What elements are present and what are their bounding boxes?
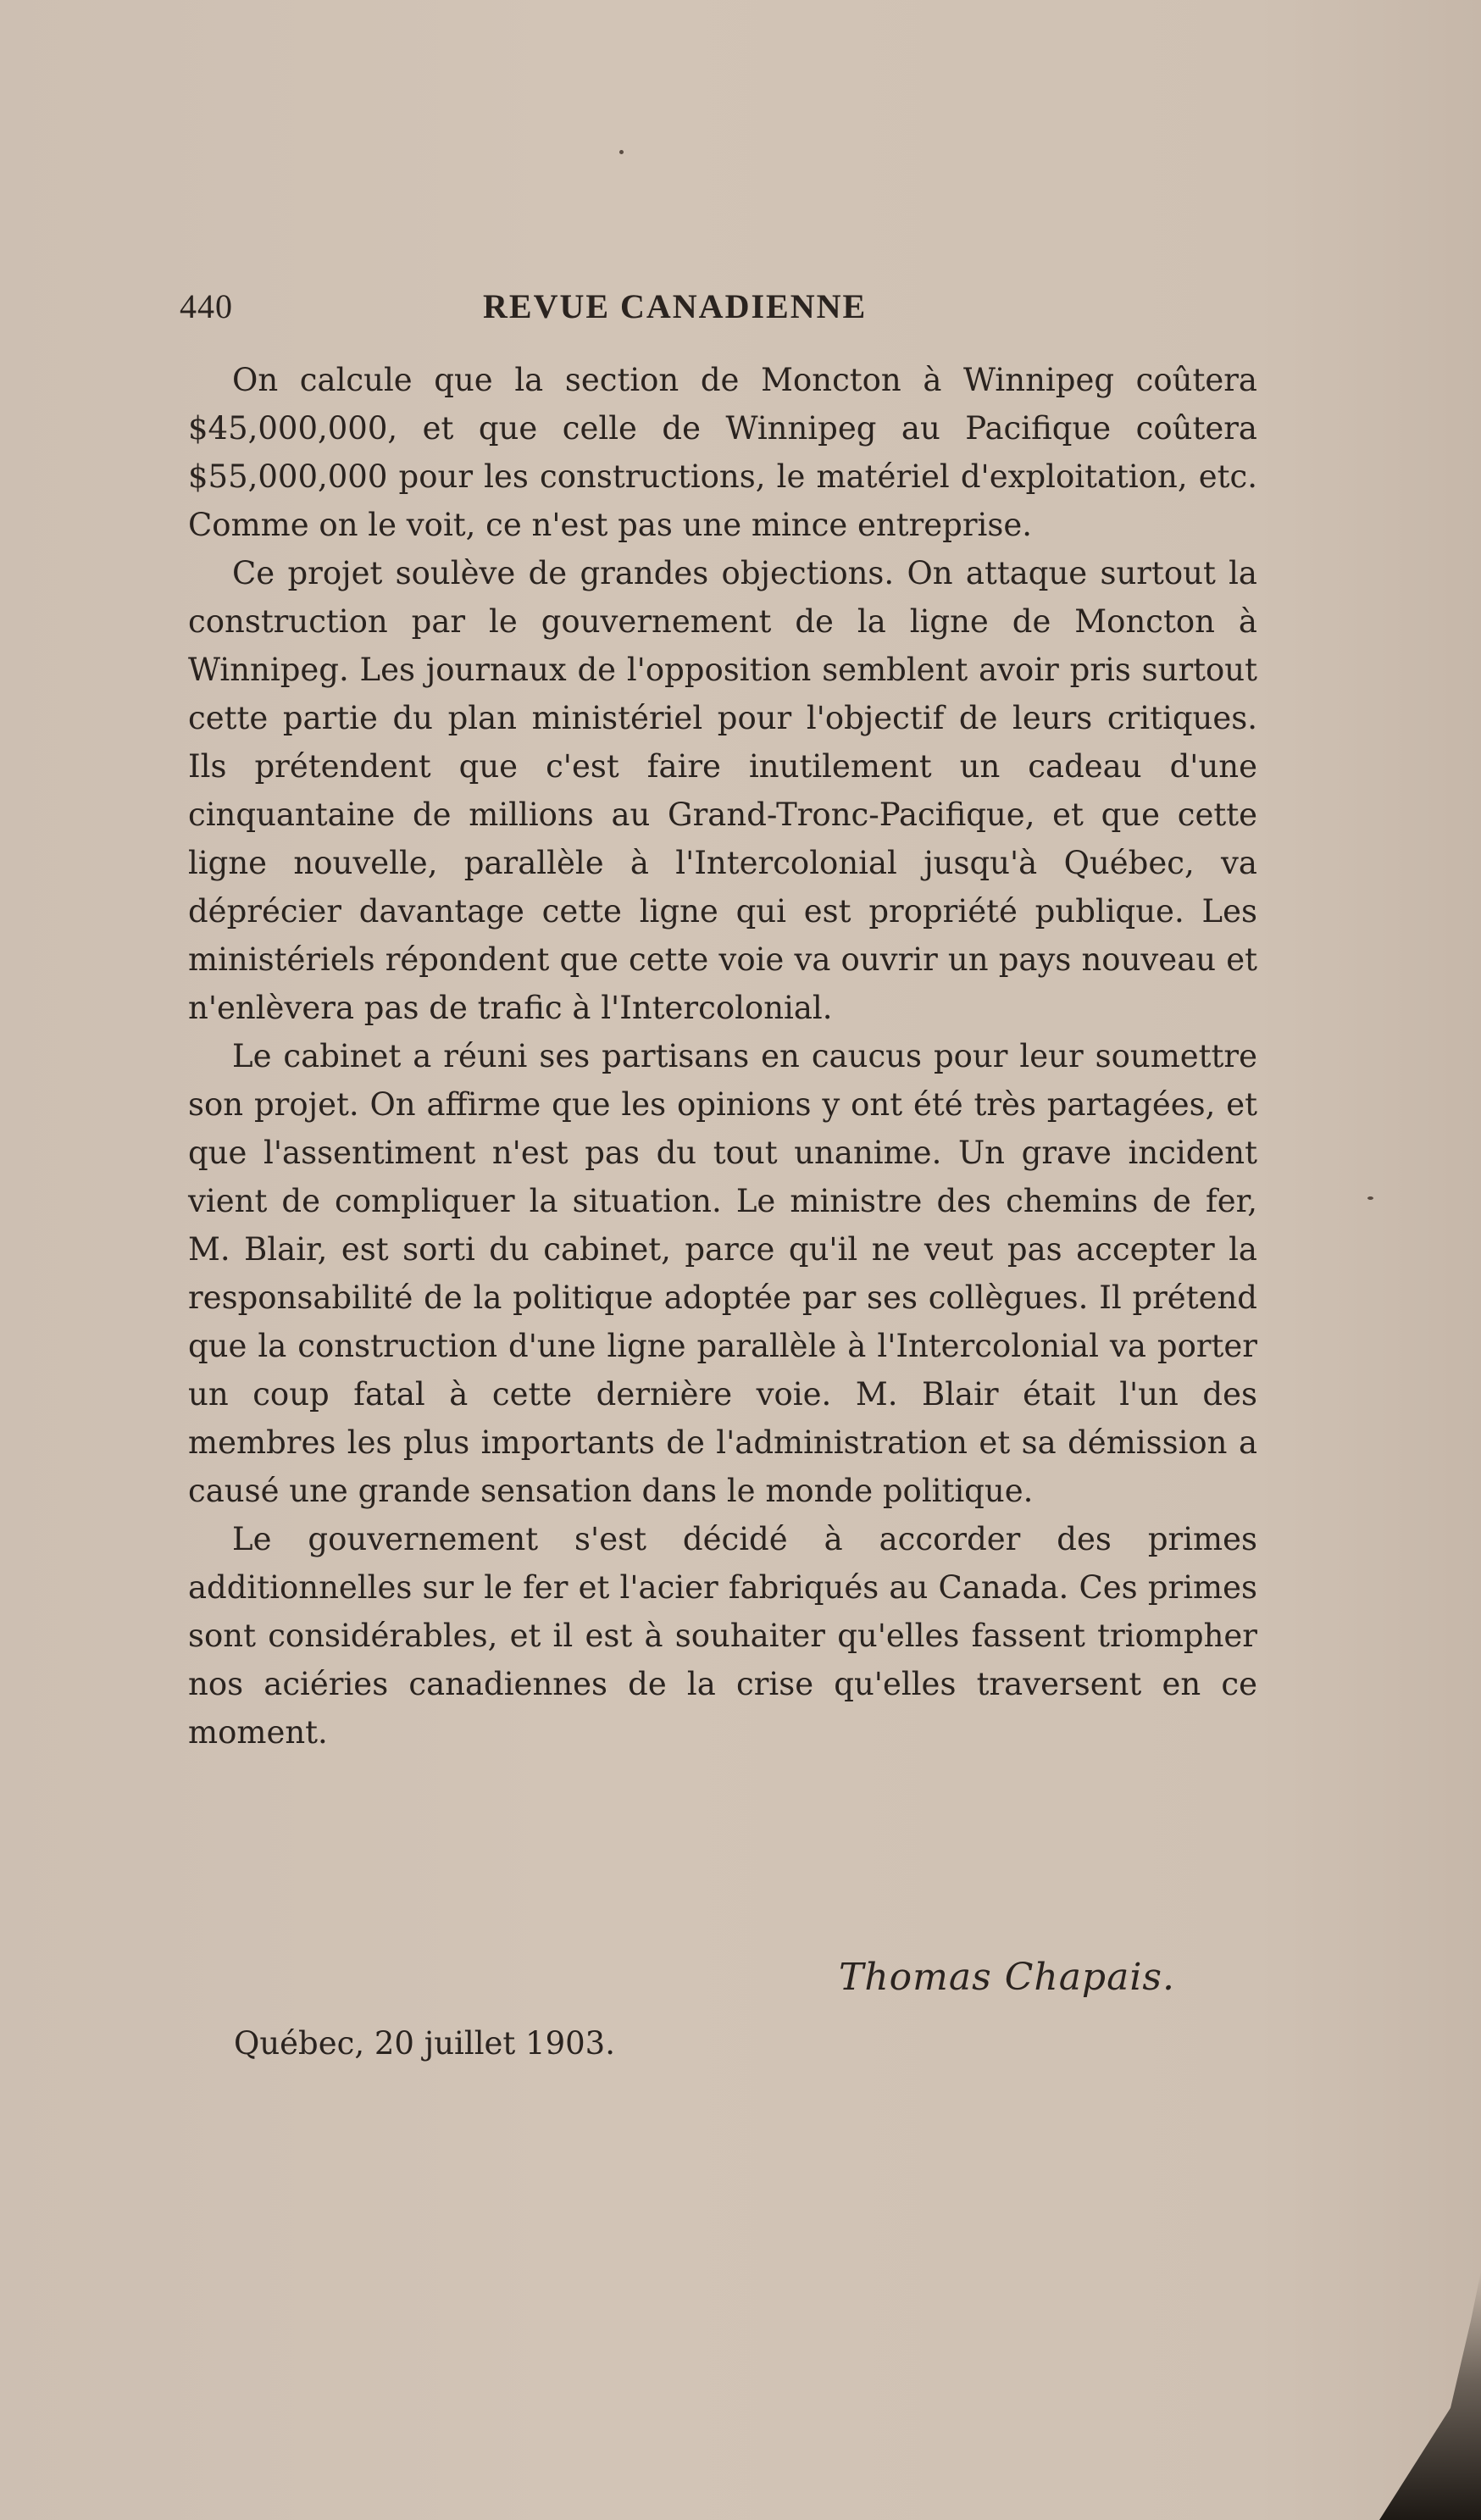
page-header [0,286,1481,337]
paragraph: On calcule que la section de Moncton à Winnipeg coûtera $45,000,000, et que celle de Winnipeg au Pacifique coûtera $55,000,000 pour les constructions, le matériel d'exploitation, etc. Comme on le voit, ce n'est pas une mince entreprise. [188,362,1257,543]
page-number: 440 [180,287,233,325]
paragraph: Le gouvernement s'est décidé à accorder des primes additionnelles sur le fer et l'acier fabriqués au Canada. Ces primes sont considérables, et il est à souhaiter qu'elles fassent triompher nos aciéries canadiennes de la crise qu'elles traversent en ce moment. [188,1521,1257,1751]
paper-speck [1367,1196,1373,1200]
article-body [188,356,1257,1757]
author-signature: Thomas Chapais. [839,1956,1175,1999]
paragraph: Le cabinet a réuni ses partisans en caucus pour leur soumettre son projet. On affirme que les opinions y ont été très partagées, et que l'assentiment n'est pas du tout unanime. Un grave incident vient de compliquer la situation. Le ministre des chemins de fer, M. Blair, est sorti du cabinet, parce qu'il ne veut pas accepter la responsabilité de la politique adoptée par ses collègues. Il prétend que la construction d'une ligne parallèle à l'Intercolonial va porter un coup fatal à cette dernière voie. M. Blair était l'un des membres les plus importants de l'administration et sa démission a causé une grande sensation dans le monde politique. [188,1038,1257,1509]
running-head: REVUE CANADIENNE [483,287,868,325]
paragraph: Ce projet soulève de grandes objections. On attaque surtout la construction par le gouvernement de la ligne de Moncton à Winnipeg. Les journaux de l'opposition semblent avoir pris surtout cette partie du plan ministériel pour l'objectif de leurs critiques. Ils prétendent que c'est faire inutilement un cadeau d'une cinquantaine de millions au Grand-Tronc-Pacifique, et que cette ligne nouvelle, parallèle à l'Intercolonial jusqu'à Québec, va déprécier davantage cette ligne qui est propriété publique. Les ministériels répondent que cette voie va ouvrir un pays nouveau et n'enlèvera pas de trafic à l'Intercolonial. [188,555,1257,1026]
paper-speck [619,150,624,154]
page-edge-shadow [1379,2271,1481,2520]
dateline: Québec, 20 juillet 1903. [234,2025,615,2062]
